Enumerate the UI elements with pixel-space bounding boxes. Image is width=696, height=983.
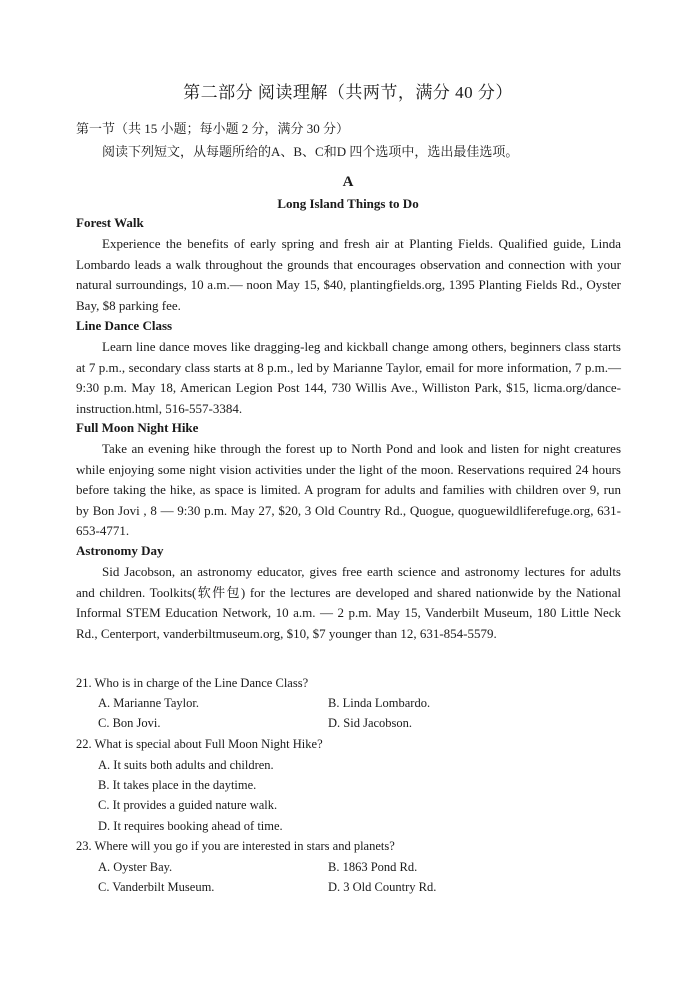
- question-22-stem: 22. What is special about Full Moon Night Hike?: [76, 737, 323, 751]
- event-text-astronomy-day: Sid Jacobson, an astronomy educator, gives free earth science and astronomy lectures for adults and children. Toolkits(软件包) for the lectures are developed and shared nationwide by the National Informal STEM Education Network, 10 a.m. — 2 p.m. May 15, Vanderbilt Museum, 180 Little Neck Rd., Centerport, vanderbiltmuseum.org, $10, $7 younger than 12, 631-854-5579.: [76, 564, 621, 641]
- event-text-line-dance: Learn line dance moves like dragging-leg and kickball change among others, beginners class starts at 7 p.m., secondary class starts at 8 p.m., led by Marianne Taylor, email for more information, 7 p.m.— 9:30 p.m. May 18, American Legion Post 144, 730 Willis Ave., Williston Park, $15, licma.org/dance-instruction.html, 516-557-3384.: [76, 339, 621, 416]
- question-23-option-b: B. 1863 Pond Rd.: [328, 860, 418, 874]
- instruction-text: 阅读下列短文，从每题所给的A、B、C和D 四个选项中，选出最佳选项。: [102, 144, 519, 159]
- question-21-option-d: D. Sid Jacobson.: [328, 716, 413, 730]
- passage-title: Long Island Things to Do: [277, 196, 419, 211]
- question-22-option-c: C. It provides a guided nature walk.: [98, 798, 278, 812]
- question-21-stem: 21. Who is in charge of the Line Dance Class?: [76, 676, 309, 690]
- section-header: 第一节（共 15 小题；每小题 2 分，满分 30 分）: [76, 121, 350, 136]
- question-23-stem: 23. Where will you go if you are interested in stars and planets?: [76, 839, 395, 853]
- question-21-option-c: C. Bon Jovi.: [98, 716, 161, 730]
- event-text-forest-walk: Experience the benefits of early spring and fresh air at Planting Fields. Qualified guide, Linda Lombardo leads a walk throughout the grounds that encourages observation and connection with your natural surroundings, 10 a.m.— noon May 15, $40, plantingfields.org, 1395 Planting Fields Rd., Oyster Bay, $8 parking fee.: [76, 236, 621, 313]
- passage-letter: A: [342, 174, 354, 190]
- question-23-option-c: C. Vanderbilt Museum.: [98, 880, 215, 894]
- question-21-option-b: B. Linda Lombardo.: [328, 696, 431, 710]
- question-22-option-d: D. It requires booking ahead of time.: [98, 819, 283, 833]
- event-heading-line-dance: Line Dance Class: [76, 318, 173, 333]
- question-23-option-d: D. 3 Old Country Rd.: [328, 880, 437, 894]
- part-title: 第二部分 阅读理解（共两节，满分 40 分）: [183, 83, 513, 102]
- event-heading-forest-walk: Forest Walk: [76, 215, 144, 230]
- question-22-option-b: B. It takes place in the daytime.: [98, 778, 257, 792]
- question-21-option-a: A. Marianne Taylor.: [98, 696, 199, 710]
- event-heading-night-hike: Full Moon Night Hike: [76, 420, 199, 435]
- event-heading-astronomy-day: Astronomy Day: [76, 543, 164, 558]
- question-22-option-a: A. It suits both adults and children.: [98, 758, 274, 772]
- question-23-option-a: A. Oyster Bay.: [98, 860, 173, 874]
- event-text-night-hike: Take an evening hike through the forest up to North Pond and look and listen for night creatures while enjoying some night vision activities under the light of the moon. Reservations required 24 hours before taking the hike, as space is limited. A program for adults and families with children over 9, run by Bon Jovi , 8 — 9:30 p.m. May 27, $20, 3 Old Country Rd., Quogue, quoguewildliferefuge.org, 631-653-4771.: [76, 441, 621, 538]
